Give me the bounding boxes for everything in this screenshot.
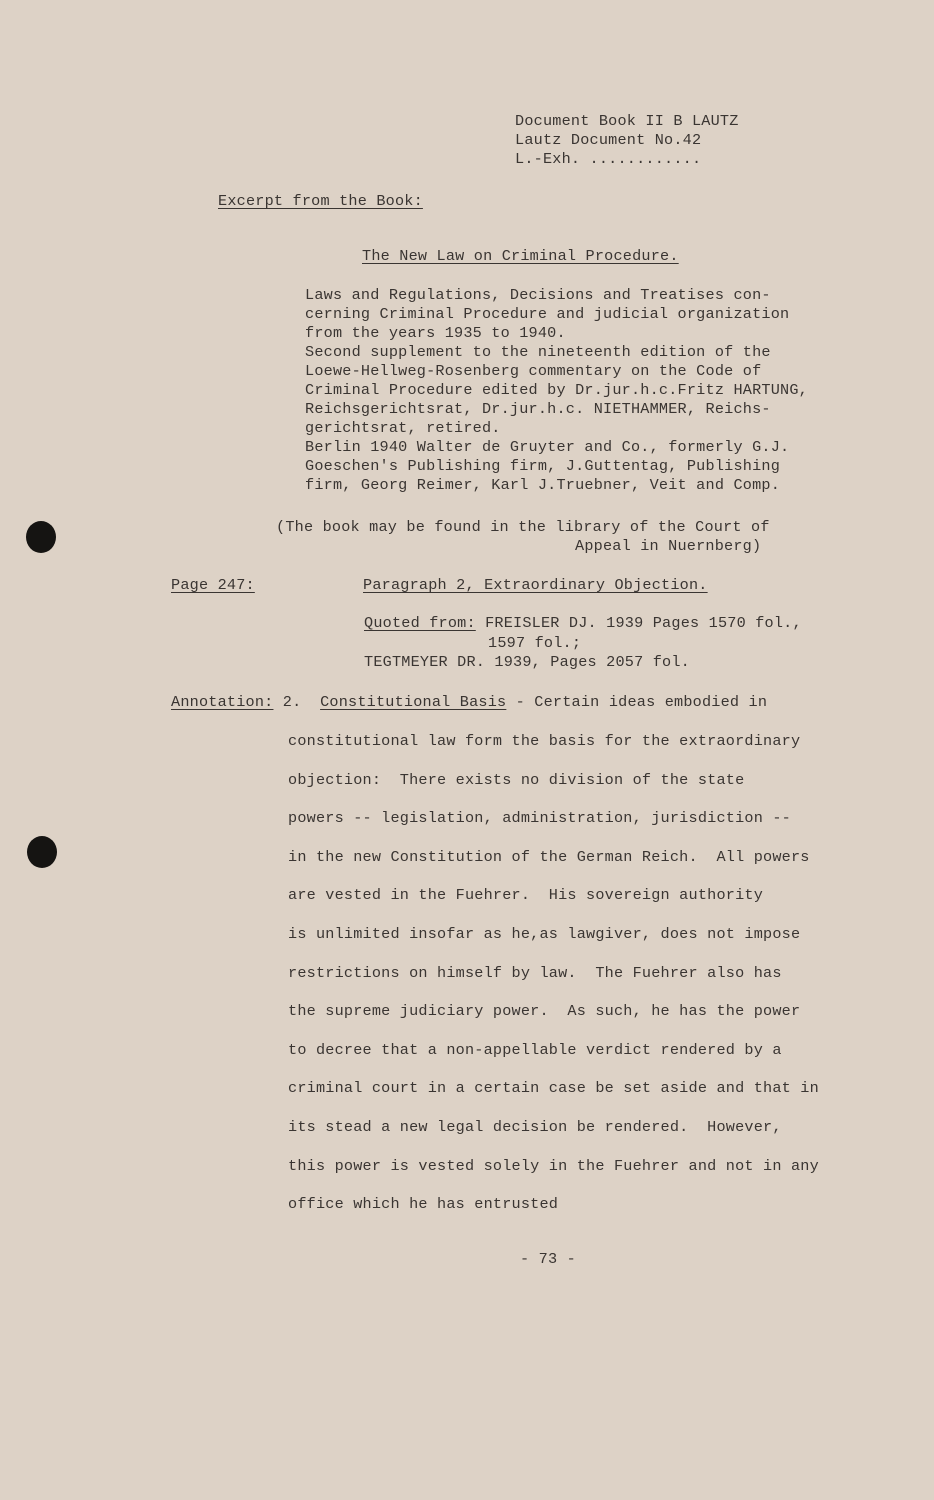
description-line: from the years 1935 to 1940. [305, 324, 566, 342]
quoted-line-1 [364, 614, 802, 633]
annotation-line: the supreme judiciary power. As such, he has the power [288, 1002, 801, 1021]
annotation-heading: Constitutional Basis [320, 693, 507, 711]
annotation-line: criminal court in a certain case be set aside and that in [288, 1079, 819, 1098]
description-line: Berlin 1940 Walter de Gruyter and Co., formerly G.J. [305, 438, 790, 456]
book-description [305, 286, 808, 495]
annotation-label: Annotation: [171, 693, 274, 711]
description-line: Loewe-Hellweg-Rosenberg commentary on the Code of [305, 362, 762, 380]
quoted-source-2: 1597 fol.; [488, 634, 582, 652]
library-note-line: Appeal in Nuernberg) [575, 537, 762, 555]
annotation-first-text: - Certain ideas embodied in [506, 693, 768, 711]
description-line: firm, Georg Reimer, Karl J.Truebner, Veit and Comp. [305, 476, 781, 494]
document-number-label: Lautz Document No.42 [515, 131, 702, 149]
annotation-line: its stead a new legal decision be rendered. However, [288, 1117, 782, 1136]
book-title: The New Law on Criminal Procedure. [362, 247, 679, 265]
punch-hole-bottom [27, 836, 57, 868]
annotation-number: 2. [282, 693, 302, 711]
page-reference: Page 247: [171, 576, 255, 594]
annotation-line: office which he has entrusted [288, 1195, 559, 1214]
annotation-line: in the new Constitution of the German Reich. All powers [288, 847, 810, 866]
document-header [515, 112, 739, 169]
annotation-line: objection: There exists no division of the state [288, 770, 745, 789]
description-line: Second supplement to the nineteenth edition of the [305, 343, 771, 361]
annotation-body [288, 722, 819, 1224]
exhibit-label: L.-Exh. ............ [515, 150, 702, 168]
library-note-line: (The book may be found in the library of the Court of [276, 518, 770, 536]
description-line: Criminal Procedure edited by Dr.jur.h.c.Fritz HARTUNG, [305, 381, 808, 399]
document-book-label: Document Book II B LAUTZ [515, 112, 739, 130]
excerpt-label: Excerpt from the Book: [218, 192, 423, 210]
description-line: Laws and Regulations, Decisions and Treatises con- [305, 286, 771, 304]
annotation-line: powers -- legislation, administration, jurisdiction -- [288, 809, 791, 828]
quoted-source-3: TEGTMEYER DR. 1939, Pages 2057 fol. [364, 653, 690, 671]
quoted-label: Quoted from: [364, 614, 476, 632]
annotation-line: this power is vested solely in the Fuehrer and not in any [288, 1156, 819, 1175]
annotation-line: to decree that a non-appellable verdict rendered by a [288, 1040, 782, 1059]
annotation-line: constitutional law form the basis for the extraordinary [288, 732, 801, 750]
quoted-source-1: FREISLER DJ. 1939 Pages 1570 fol., [475, 614, 802, 632]
annotation-first-line [171, 693, 767, 712]
page-number: - 73 - [520, 1250, 576, 1268]
paragraph-title: Paragraph 2, Extraordinary Objection. [363, 576, 708, 594]
annotation-line: restrictions on himself by law. The Fuehrer also has [288, 963, 782, 982]
description-line: Goeschen's Publishing firm, J.Guttentag, Publishing [305, 457, 781, 475]
description-line: cerning Criminal Procedure and judicial organization [305, 305, 790, 323]
punch-hole-top [26, 521, 56, 553]
description-line: gerichtsrat, retired. [305, 419, 501, 437]
annotation-line: are vested in the Fuehrer. His sovereign authority [288, 886, 764, 905]
description-line: Reichsgerichtsrat, Dr.jur.h.c. NIETHAMMER, Reichs- [305, 400, 771, 418]
annotation-line: is unlimited insofar as he,as lawgiver, does not impose [288, 924, 801, 943]
